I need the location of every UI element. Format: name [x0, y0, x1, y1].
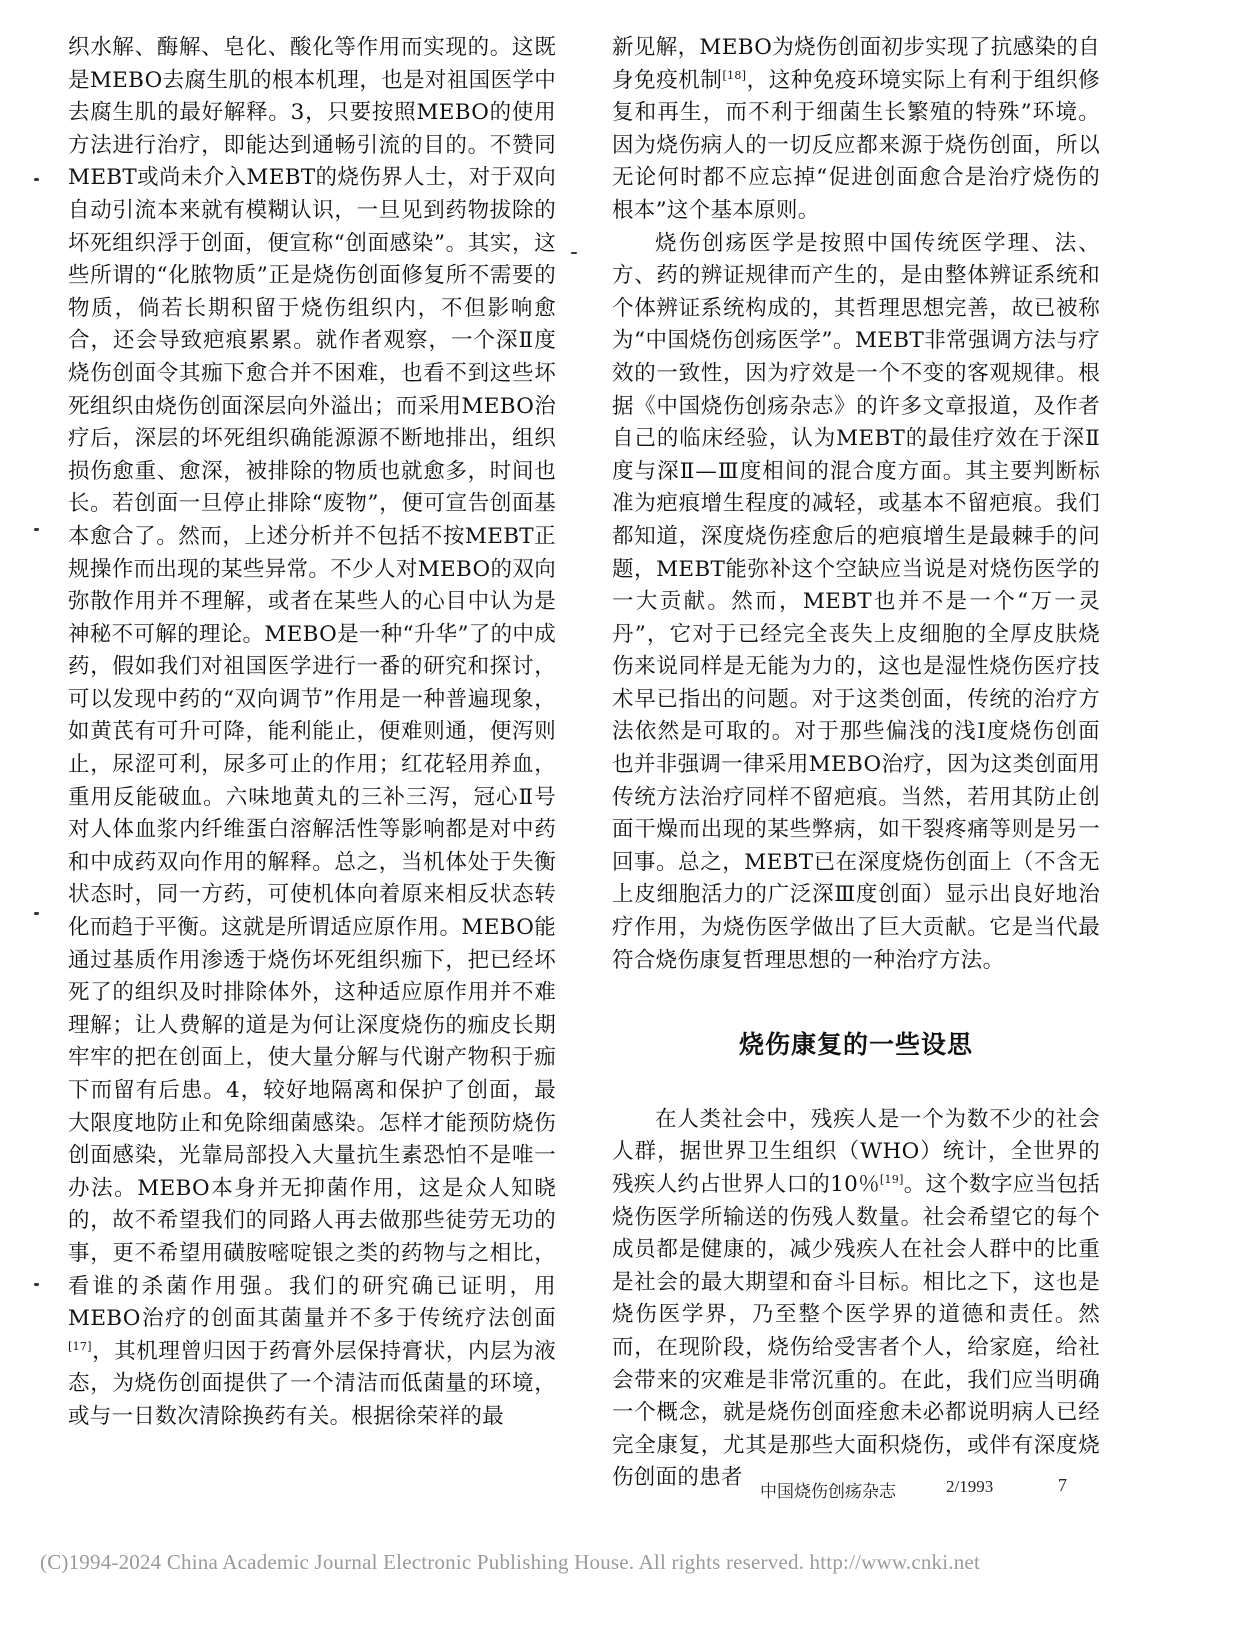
- right-column: [612, 32, 1100, 1495]
- left-paragraph-1: [68, 32, 556, 1434]
- footer-issue: 2/1993: [946, 1477, 994, 1496]
- right-paragraph-1: [612, 32, 1100, 228]
- right-paragraph-3-text-a: 在人类社会中，残疾人是一个为数不少的社会人群，据世界卫生组织（WHO）统计，全世界的残疾人约占世界人口的10％: [612, 1106, 1100, 1197]
- right-paragraph-1-text-a: 新见解，MEBO为烧伤创面初步实现了抗感染的自身免疫机制: [612, 35, 1100, 93]
- right-paragraph-3-text-b: 。这个数字应当包括烧伤医学所输送的伤残人数量。社会希望它的每个成员都是健康的，减少残疾人在社会人群中的比重是社会的最大期望和奋斗目标。相比之下，这也是烧伤医学界，乃至整个医学界的道德和责任。然而，在现阶段，烧伤给受害者个人，给家庭，给社会带来的灾难是非常沉重的。在此，我们应当明确一个概念，就是烧伤创面痊愈未必都说明病人已经完全康复，尤其是那些大面积烧伤，或伴有深度烧伤创面的患者: [612, 1172, 1100, 1491]
- scan-speck: [34, 912, 39, 915]
- scan-speck: [34, 528, 39, 531]
- section-heading: 烧伤康复的一些设思: [738, 1030, 973, 1060]
- right-paragraph-2: 烧伤创疡医学是按照中国传统医学理、法、方、药的辨证规律而产生的，是由整体辨证系统和个体辨证系统构成的，其哲理思想完善，故已被称为“中国烧伤创疡医学”。MEBT非常强调方法与疗效的一致性，因为疗效是一个不变的客观规律。根据《中国烧伤创疡杂志》的许多文章报道，及作者自己的临床经验，认为MEBT的最佳疗效在于深Ⅱ度与深Ⅱ—Ⅲ度相间的混合度方面。其主要判断标准为疤痕增生程度的减轻，或基本不留疤痕。我们都知道，深度烧伤痊愈后的疤痕增生是最棘手的问题，MEBT能弥补这个空缺应当说是对烧伤医学的一大贡献。然而，MEBT也并不是一个“万一灵丹”，它对于已经完全丧失上皮细胞的全厚皮肤烧伤来说同样是无能为力的，这也是湿性烧伤医疗技术早已指出的问题。对于这类创面，传统的治疗方法依然是可取的。对于那些偏浅的浅Ⅰ度烧伤创面也并非强调一律采用MEBO治疗，因为这类创面用传统方法治疗同样不留疤痕。当然，若用其防止创面干燥而出现的某些弊病，如干裂疼痛等则是另一回事。总之，MEBT已在深度烧伤创面上（不含无上皮细胞活力的广泛深Ⅲ度创面）显示出良好地治疗作用，为烧伤医学做出了巨大贡献。它是当代最符合烧伤康复哲理思想的一种治疗方法。: [612, 230, 1100, 973]
- scan-speck: [34, 1283, 39, 1286]
- left-paragraph-1-text-a: 织水解、酶解、皂化、酸化等作用而实现的。这既是MEBO去腐生肌的根本机理，也是对祖国医学中去腐生肌的最好解释。3，只要按照MEBO的使用方法进行治疗，即能达到通畅引流的目的。不赞同MEBT或尚未介入MEBT的烧伤界人士，对于双向自动引流本来就有模糊认识，一旦见到药物拔除的坏死组织浮于创面，便宣称“创面感染”。其实，这些所谓的“化脓物质”正是烧伤创面修复所不需要的物质，倘若长期积留于烧伤组织内，不但影响愈合，还会导致疤痕累累。就作者观察，一个深Ⅱ度烧伤创面令其痂下愈合并不困难，也看不到这些坏死组织由烧伤创面深层向外溢出；而采用MEBO治疗后，深层的坏死组织确能源源不断地排出，组织损伤愈重、愈深，被排除的物质也就愈多，时间也长。若创面一旦停止排除“废物”，便可宣告创面基本愈合了。然而，上述分析并不包括不按MEBT正规操作而出现的某些异常。不少人对MEBO的双向弥散作用并不理解，或者在某些人的心目中认为是神秘不可解的理论。MEBO是一种“升华”了的中成药，假如我们对祖国医学进行一番的研究和探讨，可以发现中药的“双向调节”作用是一种普遍现象，如黄芪有可升可降，能利能止，便难则通，便泻则止，尿涩可利，尿多可止的作用；红花轻用养血，重用反能破血。六味地黄丸的三补三泻，冠心Ⅱ号对人体血浆内纤维蛋白溶解活性等影响都是对中药和中成药双向作用的解释。总之，当机体处于失衡状态时，同一方药，可使机体向着原来相反状态转化而趋于平衡。这就是所谓适应原作用。MEBO能通过基质作用渗透于烧伤坏死组织痂下，把已经坏死了的组织及时排除体外，这种适应原作用并不难理解；让人费解的道是为何让深度烧伤的痂皮长期牢牢的把在创面上，使大量分解与代谢产物积于痂下而留有后患。4，较好地隔离和保护了创面，最大限度地防止和免除细菌感染。怎样才能预防烧伤创面感染，光靠局部投入大量抗生素恐怕不是唯一办法。MEBO本身并无抑菌作用，这是众人知晓的，故不希望我们的同路人再去做那些徒劳无功的事，更不希望用磺胺嘧啶银之类的药物与之相比，看谁的杀菌作用强。我们的研究确已证明，用MEBO治疗的创面其菌量并不多于传统疗法创面: [68, 35, 556, 1332]
- citation-19: [19]: [879, 1172, 904, 1186]
- footer-journal-name: 中国烧伤创疡杂志: [760, 1482, 896, 1502]
- citation-18: [18]: [722, 68, 747, 82]
- right-paragraph-1-text-b: ，这种免疫环境实际上有利于组织修复和再生，而不利于细菌生长繁殖的特殊”环境。因为烧伤病人的一切反应都来源于烧伤创面，所以无论何时都不应忘掉“促进创面愈合是治疗烧伤的根本”这个基本原则。: [612, 67, 1100, 223]
- scan-speck: [571, 252, 577, 254]
- copyright-notice: (C)1994-2024 China Academic Journal Electronic Publishing House. All rights reserved. http://www.cnki.net: [40, 1550, 980, 1574]
- scan-speck: [34, 178, 39, 181]
- left-paragraph-1-text-b: ，其机理曾归因于药膏外层保持膏状，内层为液态，为烧伤创面提供了一个清洁而低菌量的环境，或与一日数次清除换药有关。根据徐荣祥的最: [68, 1338, 556, 1429]
- right-paragraph-3: [612, 1104, 1100, 1495]
- footer-page-number: 7: [1058, 1475, 1067, 1495]
- left-column: [68, 32, 556, 1434]
- citation-17: [17]: [68, 1339, 92, 1353]
